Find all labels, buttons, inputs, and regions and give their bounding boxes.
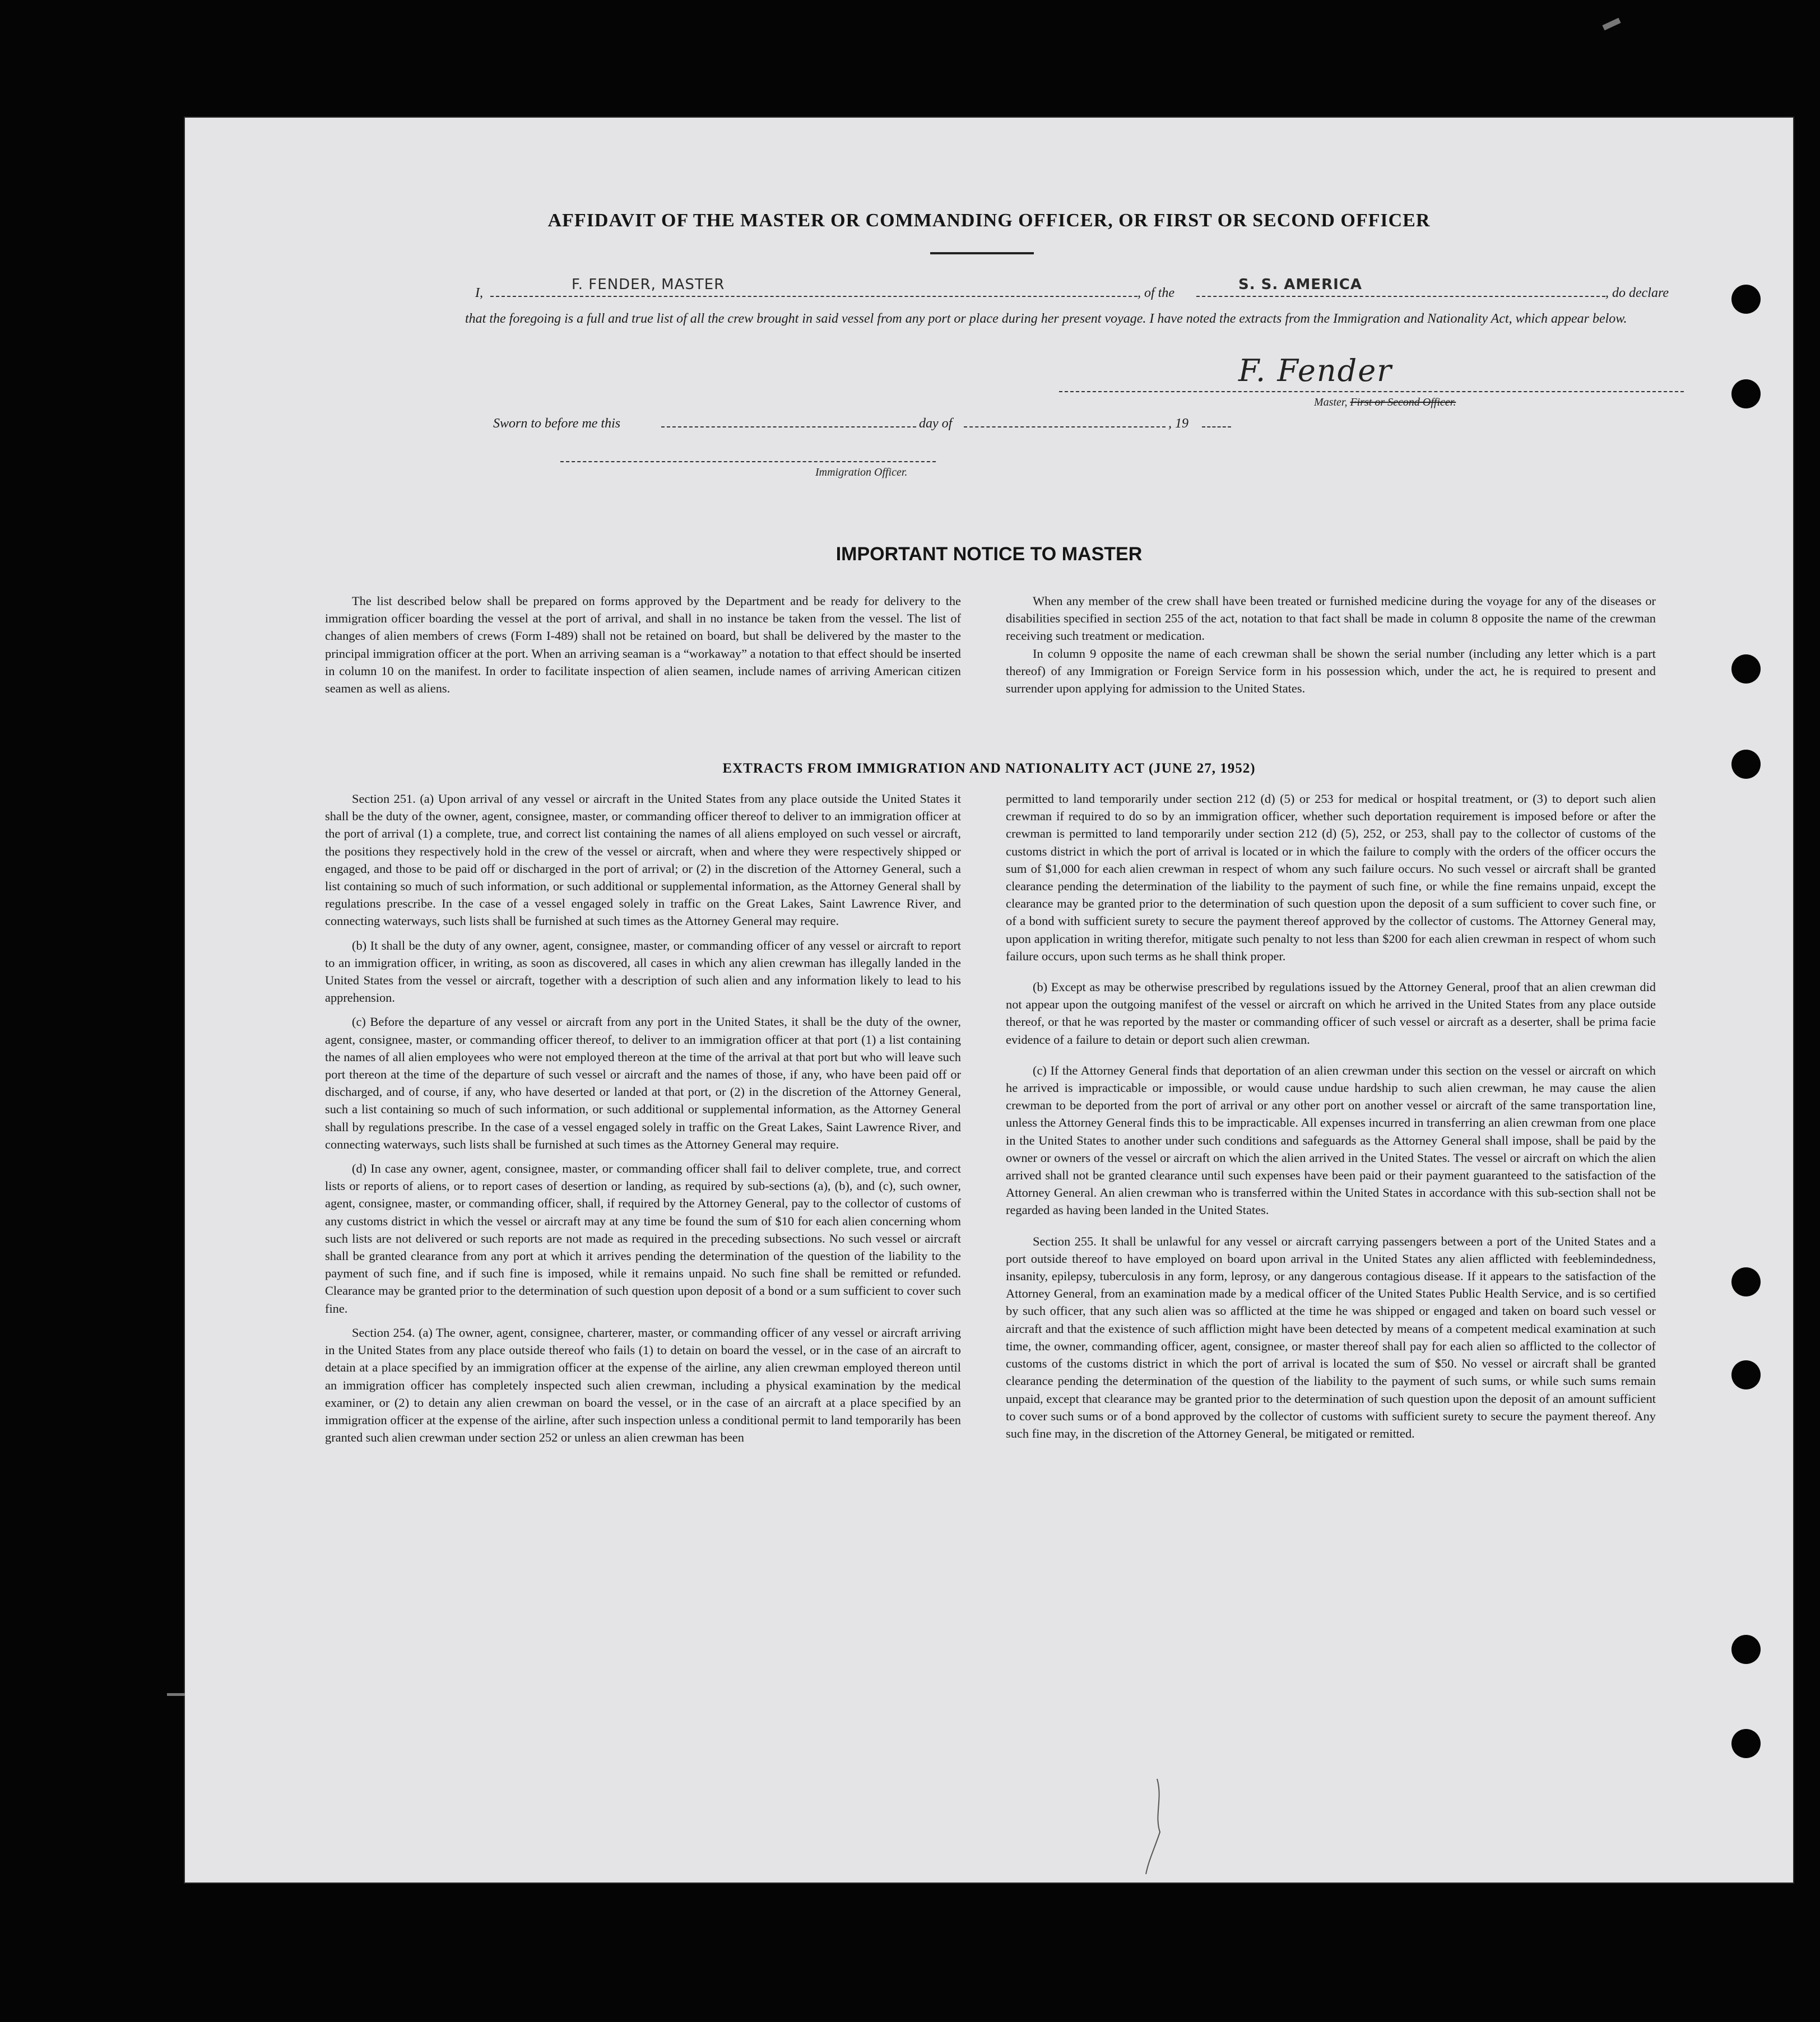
sworn-label: Sworn to before me this: [493, 416, 621, 431]
signature-caption-master: Master,: [1314, 396, 1348, 408]
notice-right-column: [1006, 592, 1656, 704]
affidavit-line-prefix: I,: [475, 286, 483, 300]
section-paragraph: (c) If the Attorney General finds that deportation of an alien crewman under this section on the vessel or aircraft on which he arrived is impracticable or impossible, or would cause undue hardship to such alien crewman, he may cause the alien crewman to be deported from the port of arrival or any other port on another vessel or aircraft of the same transportation line, unless the Attorney General finds this to be impracticable. All expenses incurred in transferring an alien crewman from one place in the United States to another under such conditions and safeguards as the Attorney General shall impose, shall be paid by the owner or owners of the vessel or aircraft on which the alien arrived in the United States. The vessel or aircraft on which the alien arrived shall not be granted clearance until such expenses have been paid or their payment guaranteed to the satisfaction of the Attorney General. An alien crewman who is transferred within the United States in accordance with this sub-section shall not be regarded as having been landed in the United States.: [1006, 1063, 1656, 1217]
binder-hole: [1731, 1729, 1761, 1758]
binder-hole: [1731, 379, 1761, 408]
declarant-name: F. FENDER, MASTER: [572, 276, 725, 293]
section-paragraph: (c) Before the departure of any vessel or aircraft from any port in the United States, it shall be the duty of the owner, agent, consignee, master, or commanding officer thereof, to deliver to an immigration officer at that port (1) a list containing the names of all alien employees who were not employed thereon at the time of the arrival at that port but who will leave such port thereon at the time of the departure of such vessel or aircraft and the names of those, if any, who have been paid off or discharged, and of course, if any, who have deserted or landed at that port, or (2) in the discretion of the Attorney General, such a list containing so much of such information, or such additional or supplemental information, as the Attorney General shall by regulations prescribe. In the case of a vessel engaged solely in traffic on the Great Lakes, Saint Lawrence River, and connecting waterways, such lists shall be furnished at such times as the Attorney General may require.: [325, 1015, 961, 1151]
signature-caption-struck: First or Second Officer.: [1350, 396, 1456, 408]
officer-caption: Immigration Officer.: [815, 466, 908, 478]
section-paragraph: (d) In case any owner, agent, consignee, master, or commanding officer shall fail to deliver complete, true, and correct lists or reports of aliens, or to report cases of desertion or landing, as required by sub-sections (a), (b), and (c), such owner, agent, consignee, master, or commanding officer, shall, if required by the Attorney General, pay to the collector of customs of any customs district in which the vessel or aircraft may at any time be found the sum of $10 for each alien concerning whom such lists are not delivered or such reports are not made as required in the preceding subsections. No such vessel or aircraft shall be granted clearance from any port at which it arrives pending the determination of the question of the liability to the payment of such fine, and if such fine is imposed, while it remains unpaid. No such fine shall be remitted or refunded. Clearance may be granted prior to the determination of such question upon deposit of a bond or a sum sufficient to cover such fine.: [325, 1161, 961, 1316]
section-paragraph: (b) It shall be the duty of any owner, agent, consignee, master, or commanding officer of any vessel or aircraft to report to an immigration officer, in writing, as soon as discovered, all cases in which any alien crewman has illegally landed in the United States from the vessel or aircraft, together with a description of such alien and any information likely to lead to his apprehension.: [325, 938, 961, 1005]
year-label: , 19: [1168, 416, 1188, 431]
section-paragraph: (b) Except as may be otherwise prescribed by regulations issued by the Attorney General, proof that an alien crewman did not appear upon the outgoing manifest of the vessel or aircraft on which he arrived in the United States from any place outside thereof, or that he was reported by the master or commanding officer of such vessel or aircraft as a deserter, shall be prima facie evidence of a failure to detain or deport such alien crewman.: [1006, 980, 1656, 1047]
scan-speck: [1602, 18, 1621, 31]
sworn-month-blank: [964, 416, 1166, 431]
vessel-name: S. S. AMERICA: [1238, 276, 1362, 293]
section-paragraph: Section 255. It shall be unlawful for any vessel or aircraft carrying passengers between a port of the United States and a port outside thereof to have employed on board upon arrival in the United States any alien afflicted with feeblemindedness, insanity, epilepsy, tuberculosis in any form, leprosy, or any dangerous contagious disease. If it appears to the satisfaction of the Attorney General, from an examination made by a medical officer of the United States Public Health Service, and is so certified by such officer, that any such alien was so afflicted at the time he was shipped or engaged and taken on board such vessel or aircraft and that the existence of such affliction might have been detected by means of a competent medical examination at such time, the owner, commanding officer, agent, consignee, or master thereof shall pay for each alien so afflicted to the collector of customs of the customs district in which the port of arrival is located the sum of $50. No vessel or aircraft shall be granted clearance pending the determination of the question of the liability to the payment of such sums, or while such sums remain unpaid, except that clearance may be granted prior to the determination of such question upon the deposit of an amount sufficient to cover such sums or of a bond approved by the collector of customs with sufficient surety to secure the payment thereof. Any such fine may, in the discretion of the Attorney General, be mitigated or remitted.: [1006, 1234, 1656, 1440]
extracts-left-column: [325, 790, 961, 1453]
declaration-text: that the foregoing is a full and true list of all the crew brought in said vessel from any port or place during her present voyage. I have noted the extracts from the Immigration and Nationality Act, which appear below.: [465, 312, 1627, 326]
notice-title: IMPORTANT NOTICE TO MASTER: [835, 543, 1143, 565]
binder-hole: [1731, 1635, 1761, 1664]
affidavit-title: AFFIDAVIT OF THE MASTER OR COMMANDING OFFICER, OR FIRST OR SECOND OFFICER: [547, 210, 1431, 231]
binder-hole: [1731, 1267, 1761, 1296]
signature-caption: [1314, 396, 1456, 409]
extracts-title: EXTRACTS FROM IMMIGRATION AND NATIONALITY ACT (JUNE 27, 1952): [722, 761, 1256, 776]
title-underline: [930, 252, 1034, 254]
do-declare-label: , do declare: [1605, 286, 1669, 300]
of-the-label: , of the: [1138, 286, 1174, 300]
binder-hole: [1731, 285, 1761, 314]
officer-signature-line: [560, 451, 936, 466]
pen-stroke-mark: [1138, 1776, 1171, 1877]
notice-paragraph: When any member of the crew shall have been treated or furnished medicine during the voyage for any of the diseases or disabilities specified in section 255 of the act, notation to that fact shall be made in column 8 opposite the name of the crewman receiving such treatment or medication.: [1006, 594, 1656, 643]
binder-hole: [1731, 750, 1761, 779]
day-of-label: day of: [919, 416, 953, 431]
notice-paragraph: In column 9 opposite the name of each crewman shall be shown the serial number (including any letter which is a part thereof) of any Immigration or Foreign Service form in his possession which, under the act, he is required to present and surrender upon applying for admission to the United States.: [1006, 646, 1656, 696]
year-blank: [1202, 416, 1231, 431]
sworn-day-blank: [661, 416, 916, 431]
notice-left-column: [325, 592, 961, 704]
section-paragraph: Section 251. (a) Upon arrival of any vessel or aircraft in the United States from any place outside the United States it shall be the duty of the owner, agent, consignee, master, or commanding officer thereof to deliver to an immigration officer at the port of arrival (1) a complete, true, and correct list containing the names of all aliens employed on such vessel or aircraft, the positions they respectively hold in the crew of the vessel or aircraft, when and where they were respectively shipped or engaged, and those to be paid off or discharged in the port of arrival; or (2) in the discretion of the Attorney General, such a list containing so much of such information, or such additional or supplemental information, as the Attorney General shall by regulations prescribe. In the case of a vessel engaged solely in traffic on the Great Lakes, Saint Lawrence River, and connecting waterways, such lists shall be furnished at such times as the Attorney General may require.: [325, 792, 961, 928]
binder-hole: [1731, 654, 1761, 684]
section-paragraph: permitted to land temporarily under section 212 (d) (5) or 253 for medical or hospital treatment, or (3) to deport such alien crewman if required to do so by an immigration officer, whether such deportation requirement is imposed before or after the crewman is permitted to land temporarily under section 212 (d) (5), 252, or 253, shall pay to the collector of customs of the customs district in which the port of arrival is located or in which the failure to comply with the orders of the officer occurs the sum of $1,000 for each alien crewman in respect of whom any such failure occurs. No such vessel or aircraft shall be granted clearance pending the determination of the liability to the payment of such fine, or while the fine remains unpaid, except the clearance may be granted prior to the determination of such question upon the deposit of a sum sufficient to cover such fine, or of a bond with sufficient surety to secure the payment thereof approved by the collector of customs. The Attorney General may, upon application in writing therefor, mitigate such penalty to not less than $200 for each alien crewman in respect of whom such failure occurs, upon such terms as he shall think proper.: [1006, 792, 1656, 963]
master-signature: F. Fender: [1238, 353, 1392, 388]
notice-paragraph: The list described below shall be prepared on forms approved by the Department and be ready for delivery to the immigration officer boarding the vessel at the port of arrival, and shall in no instance be taken from the vessel. The list of changes of alien members of crews (Form I-489) shall not be retained on board, but shall be delivered by the master to the principal immigration officer at the port. When an arriving seaman is a “workaway” a notation to that effect should be inserted in column 10 on the manifest. In order to facilitate inspection of alien seamen, include names of arriving American citizen seamen as well as aliens.: [325, 594, 961, 696]
extracts-right-column: [1006, 790, 1656, 1449]
scan-speck: [167, 1693, 185, 1696]
section-paragraph: Section 254. (a) The owner, agent, consignee, charterer, master, or commanding officer of any vessel or aircraft arriving in the United States from any place outside thereof who fails (1) to detain on board the vessel, or in the case of an aircraft to detain at a place specified by an immigration officer at the expense of the airline, any alien crewman employed thereon until an immigration officer has completely inspected such alien crewman, including a physical examination by the medical examiner, or (2) to detain any alien crewman on board the vessel, or in the case of an aircraft at a place specified by an immigration officer at the expense of the airline, after such inspection unless a conditional permit to land temporarily has been granted such alien crewman under section 252 or unless an alien crewman has been: [325, 1325, 961, 1445]
binder-hole: [1731, 1360, 1761, 1389]
document-sheet: [185, 118, 1793, 1882]
